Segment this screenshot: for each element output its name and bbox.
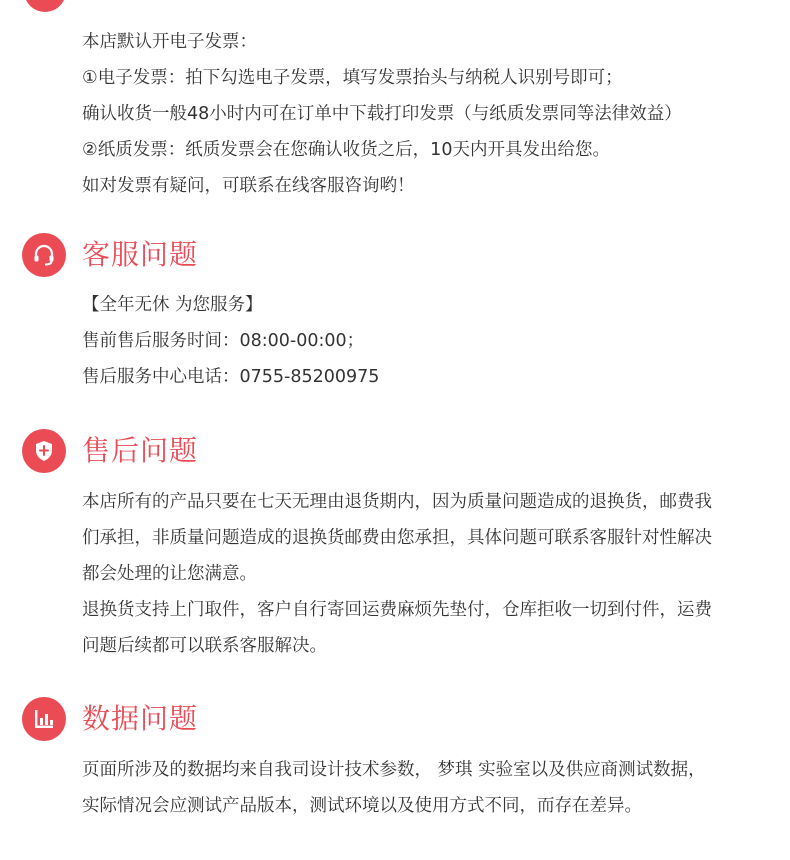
- invoice-line-2: ①电子发票：拍下勾选电子发票，填写发票抬头与纳税人识别号即可；: [82, 68, 623, 88]
- customer-service-title: 客服问题: [82, 238, 199, 271]
- after-sales-line-2: 们承担，非质量问题造成的退换货邮费由您承担，具体问题可联系客服针对性解决: [82, 528, 712, 548]
- after-sales-line-5: 问题后续都可以联系客服解决。: [82, 636, 327, 656]
- after-sales-line-4: 退换货支持上门取件，客户自行寄回运费麻烦先垫付，仓库拒收一切到付件，运费: [82, 600, 712, 620]
- invoice-line-5: 如对发票有疑问，可联系在线客服咨询哟！: [82, 176, 415, 196]
- customer-service-text: [82, 287, 772, 395]
- after-sales-title: 售后问题: [82, 434, 199, 467]
- data-issue-line-1: 页面所涉及的数据均来自我司设计技术参数， 梦琪 实验室以及供应商测试数据，: [82, 760, 706, 780]
- after-sales-line-3: 都会处理的让您满意。: [82, 564, 257, 584]
- data-issue-text: [82, 752, 772, 824]
- data-issue-line-2: 实际情况会应测试产品版本，测试环境以及使用方式不同，而存在差异。: [82, 796, 642, 816]
- customer-service-line-1: 【全年无休 为您服务】: [82, 295, 263, 315]
- invoice-line-3: 确认收货一般48小时内可在订单中下载打印发票（与纸质发票同等法律效益）: [82, 104, 682, 124]
- after-sales-line-1: 本店所有的产品只要在七天无理由退货期内，因为质量问题造成的退换货，邮费我: [82, 492, 712, 512]
- headset-icon: [22, 233, 66, 277]
- data-issue-header: [22, 697, 722, 741]
- data-issue-title: 数据问题: [82, 702, 199, 735]
- after-sales-header: [22, 429, 722, 473]
- customer-service-line-2: 售前售后服务时间：08:00-00:00；: [82, 331, 365, 351]
- customer-service-header: [22, 233, 722, 277]
- invoice-text: [82, 24, 772, 204]
- invoice-icon: [24, 0, 66, 12]
- invoice-line-4: ②纸质发票：纸质发票会在您确认收货之后，10天内开具发出给您。: [82, 140, 610, 160]
- shield-icon: [22, 429, 66, 473]
- bar-chart-icon: [22, 697, 66, 741]
- after-sales-text: [82, 484, 772, 664]
- invoice-line-1: 本店默认开电子发票：: [82, 32, 257, 52]
- customer-service-line-3: 售后服务中心电话：0755-85200975: [82, 367, 380, 387]
